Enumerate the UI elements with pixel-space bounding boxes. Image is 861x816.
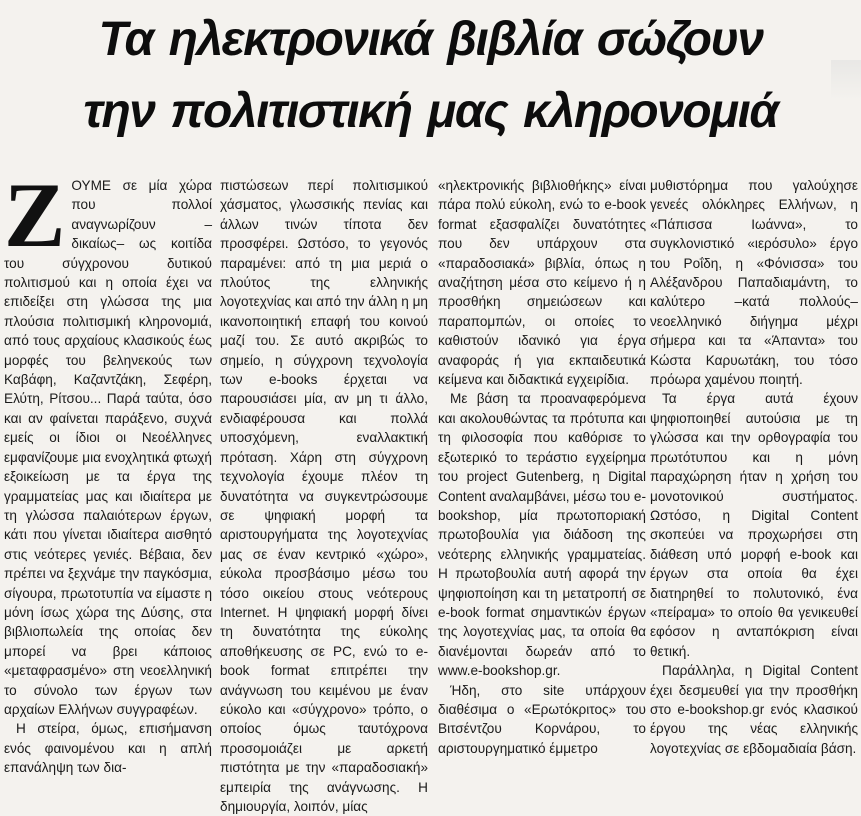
paragraph: «ηλεκτρονικής βιβλιοθήκης» είναι πάρα πολύ εύκολη, ενώ το e-book format εξασφαλίζει δυνατότητες που δεν υπάρχουν στα «παραδοσιακά» βιβλία, όπως η αναζήτηση μέσα στο κείμενο ή η προσθήκη σημειώσεων και παραπομπών, οι οποίες το καθιστούν ιδανικό για έργα αναφοράς ή για εκπαιδευτικά κείμενα και διδακτικά εγχειρίδια. [438, 178, 646, 388]
headline-line-2: την πολιτιστική μας κληρονομιά [83, 85, 778, 138]
drop-cap: Ζ [4, 164, 66, 266]
headline-line-1: Τα ηλεκτρονικά βιβλία σώζουν [98, 13, 763, 66]
article-column-3 [438, 176, 646, 758]
paragraph: Με βάση τα προαναφερόμενα και ακολουθώντας τα πρότυπα και τη φιλοσοφία που καθόρισε το εξωτερικό το τεράστιο εγχείρημα του project Gutenberg, η Digital Content αναλαμβάνει, μέσω του e-bookshop, μία πρωτοποριακή πρωτοβουλία για διάδοση της νεότερης ελληνικής γραμματείας. Η πρωτοβουλία αυτή αφορά την ψηφιοποίηση και τη μετατροπή σε e-book format σημαντικών έργων της λογοτεχνίας μας, τα οποία θα διανέμονται δωρεάν από το www.e-bookshop.gr. [438, 391, 647, 679]
article-column-2 [220, 176, 428, 816]
article-column-4 [650, 176, 858, 758]
headline [0, 4, 861, 148]
paragraph: ΟΥΜΕ σε μία χώρα που πολλοί αναγνωρίζουν –δικαίως– ως κοιτίδα του σύγχρονου δυτικού πολιτισμού και η οποία έχει να επιδείξει στη γλώσσα της μια πλούσια πολιτισμική κληρονομιά, από τους αρχαίους κλασικούς έως μορφές του βεληνεκούς των Καβάφη, Καζαντζάκη, Σεφέρη, Ελύτη, Ρίτσου... Παρά ταύτα, όσο και αν φαίνεται παράξενο, συχνά εμείς οι ίδιοι οι Νεοέλληνες εμφανίζουμε μια ενοχλητικά φτωχή εξοικείωση με τα έργα της γραμματείας μας και ιδιαίτερα με τη γλώσσα παλαιότερων έργων, κάτι που γίνεται ιδιαίτερα αισθητό στις νεότερες γενιές. Βέβαια, δεν πρέπει να ξεχνάμε την παγκόσμια, σίγουρα, πρωτοτυπία να είμαστε η μόνη ίσως χώρα της Δύσης, στα βιβλιοπωλεία της οποίας δεν μπορεί να βρει κάποιος «μεταφρασμένο» στη νεοελληνική το σύνολο των έργων των αρχαίων Ελλήνων συγγραφέων. [4, 178, 212, 717]
paragraph: Ήδη, στο site υπάρχουν διαθέσιμα ο «Ερωτόκριτος» του Βιτσέντζου Κορνάρου, το αριστουργηματικό έμμετρο [438, 682, 646, 756]
paragraph: μυθιστόρημα που γαλούχησε γενεές ολόκληρες Ελλήνων, η «Πάπισσα Ιωάννα», το συγκλονιστικό «ιερόσυλο» έργο του Ροΐδη, η «Φόνισσα» του Αλέξανδρου Παπαδιαμάντη, το καλύτερο –κατά πολλούς– νεοελληνικό διήγημα μέχρι σήμερα και τα «Άπαντα» του Κώστα Καρυωτάκη, του τόσο πρόωρα χαμένου ποιητή. [650, 178, 858, 388]
paragraph: Η στείρα, όμως, επισήμανση ενός φαινομένου και η απλή επανάληψη των δια- [4, 721, 212, 776]
article-column-1 [4, 164, 212, 778]
paragraph: Παράλληλα, η Digital Content έχει δεσμευθεί για την προσθήκη στο e-bookshop.gr ενός κλασικού έργου της νέας ελληνικής λογοτεχνίας σε εβδομαδιαία βάση. [650, 663, 858, 756]
paragraph: πιστώσεων περί πολιτισμικού χάσματος, γλωσσικής πενίας και άλλων τινών τίποτα δεν προσφέρει. Ωστόσο, το γεγονός παραμένει: από τη μια μεριά ο πλούτος της ελληνικής λογοτεχνίας και από την άλλη η μη ικανοποιητική επαφή του κοινού μαζί του. Σε αυτό ακριβώς το σημείο, η σύγχρονη τεχνολογία των e-books έρχεται να παρουσιάσει μία, αν μη τι άλλο, ενδιαφέρουσα και πολλά υποσχόμενη, εναλλακτική πρόταση. Χάρη στη σύγχρονη τεχνολογία έχουμε πλέον τη δυνατότητα να συγκεντρώσουμε σε ψηφιακή μορφή τα αριστουργήματα της λογοτεχνίας μας σε έναν κεντρικό «χώρο», εύκολα προσβάσιμο μέσω του τόσο οικείου στους νεότερους Internet. Η ψηφιακή μορφή δίνει τη δυνατότητα της εύκολης αποθήκευσης σε PC, ενώ το e-book format επιτρέπει την ανάγνωση του κειμένου με έναν εύκολο και «σύγχρονο» τρόπο, ο οποίος όμως ταυτόχρονα προσομοιάζει με αρκετή πιστότητα με την «παραδοσιακή» εμπειρία της ανάγνωσης. Η δημιουργία, λοιπόν, μίας [220, 178, 428, 814]
paragraph: Τα έργα αυτά έχουν ψηφιοποιηθεί αυτούσια με τη γλώσσα και την ορθογραφία του πρωτότυπου και η μόνη παραχώρηση ήταν η χρήση του μονοτονικού συστήματος. Ωστόσο, η Digital Content σκοπεύει να προχωρήσει στη διάθεση υπό μορφή e-book και έργων στα οποία θα έχει διατηρηθεί το πολυτονικό, ένα «πείραμα» το οποίο θα γενικευθεί εφόσον η ανταπόκριση είναι θετική. [650, 391, 858, 659]
